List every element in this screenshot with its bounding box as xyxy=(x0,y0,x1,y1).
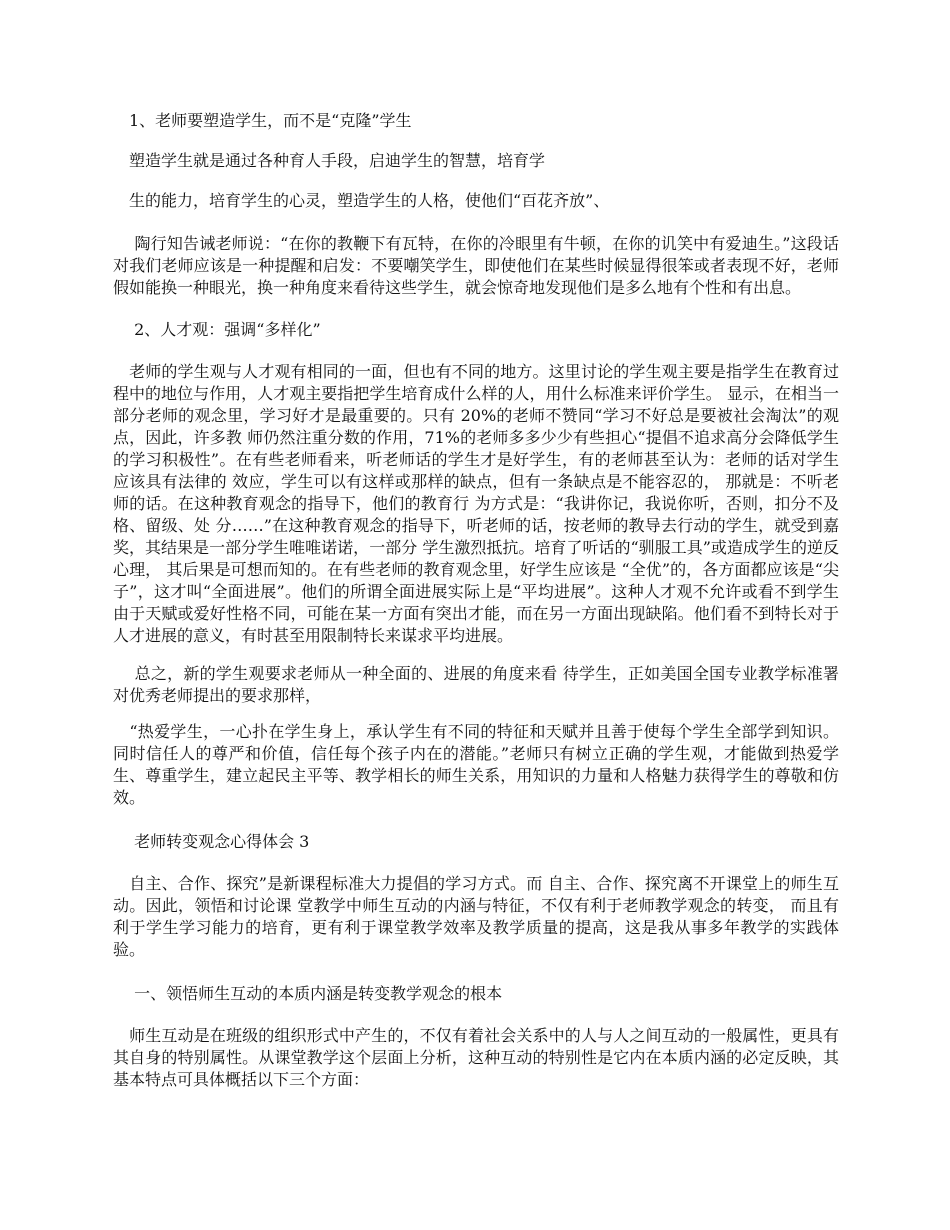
paragraph-talent-view-discussion: 老师的学生观与人才观有相同的一面，但也有不同的地方。这里讨论的学生观主要是指学生在教育过程中的地位与作用，人才观主要指把学生培育成什么样的人，用什么标准来评价学生。 显示，在相当一部分老师的观念里，学习好才是最重要的。只有 20%的老师不赞同“学习不好总是要被社会淘汰”的观点，因此，许多教 师仍然注重分数的作用，71%的老师多多少少有些担心“提倡不追求高分会降低学生的学习积极性”。在有些老师看来，听老师话的学生才是好学生，有的老师甚至认为：老师的话对学生应该具有法律的 效应，学生可以有这样或那样的缺点，但有一条缺点是不能容忍的， 那就是：不听老师的话。在这种教育观念的指导下，他们的教育行 为方式是：“我讲你记，我说你听，否则，扣分不及格、留级、处 分……”在这种教育观念的指导下，听老师的话，按老师的教导去行动的学生，就受到嘉奖，其结果是一部分学生唯唯诺诺，一部分 学生激烈抵抗。培育了听话的“驯服工具”或造成学生的逆反心理， 其后果是可想而知的。在有些老师的教育观念里，好学生应该是 “全优”的，各方面都应该是“尖子”，这才叫“全面进展”。他们的所谓全面进展实际上是“平均进展”。这种人才观不允许或看不到学生由于天赋或爱好性格不同，可能在某一方面有突出才能，而在另一方面出现缺陷。他们看不到特长对于人才进展的意义，有时甚至用限制特长来谋求平均进展。 xyxy=(113,362,839,645)
heading-interaction-essence: 一、领悟师生互动的本质内涵是转变教学观念的根本 xyxy=(113,984,503,1003)
paragraph-tao-xingzhi-quote: 陶行知告诫老师说：“在你的教鞭下有瓦特，在你的冷眼里有牛顿，在你的讥笑中有爱迪生。”这段话对我们老师应该是一种提醒和启发：不要嘲笑学生，即使他们在某些时候显得很笨或者表现不好，老师假如能换一种眼光，换一种角度来看待这些学生，就会惊奇地发现他们是多么地有个性和有出息。 xyxy=(113,234,839,297)
document-body xyxy=(113,110,839,1091)
heading-reflection-3: 老师转变观念心得体会 3 xyxy=(113,832,310,851)
paragraph-new-student-view: 总之，新的学生观要求老师从一种全面的、进展的角度来看 待学生，正如美国全国专业教学标准署对优秀老师提出的要求那样， xyxy=(113,664,839,705)
paragraph-teacher-student-interaction: 师生互动是在班级的组织形式中产生的，不仅有着社会关系中的人与人之间互动的一般属性，更具有其自身的特别属性。从课堂教学这个层面上分析，这种互动的特别性是它内在本质内涵的必定反映，其基本特点可具体概括以下三个方面： xyxy=(113,1026,839,1089)
paragraph-shape-definition: 塑造学生就是通过各种育人手段，启迪学生的智慧，培育学 xyxy=(113,151,546,170)
paragraph-learning-methods: 自主、合作、探究”是新课程标准大力提倡的学习方式。而 自主、合作、探究离不开课堂上的师生互动。因此，领悟和讨论课 堂教学中师生互动的内涵与特征，不仅有利于老师教学观念的转变， 而且有利于学生学习能力的培育，更有利于课堂教学效率及教学质量的提高，这是我从事多年教学的实践体验。 xyxy=(113,874,839,959)
heading-1-shape-students: 1、老师要塑造学生，而不是“克隆”学生 xyxy=(113,111,412,130)
paragraph-shape-abilities: 生的能力，培育学生的心灵，塑造学生的人格，使他们“百花齐放”、 xyxy=(113,191,610,210)
paragraph-love-students-quote: “热爱学生，一心扑在学生身上，承认学生有不同的特征和天赋并且善于使每个学生全部学到知识。同时信任人的尊严和价值，信任每个孩子内在的潜能。”老师只有树立正确的学生观，才能做到热爱学生、尊重学生，建立起民主平等、教学相长的师生关系，用知识的力量和人格魅力获得学生的尊敬和仿效。 xyxy=(113,722,839,807)
heading-2-talent-view: 2、人才观：强调“多样化” xyxy=(113,320,321,339)
